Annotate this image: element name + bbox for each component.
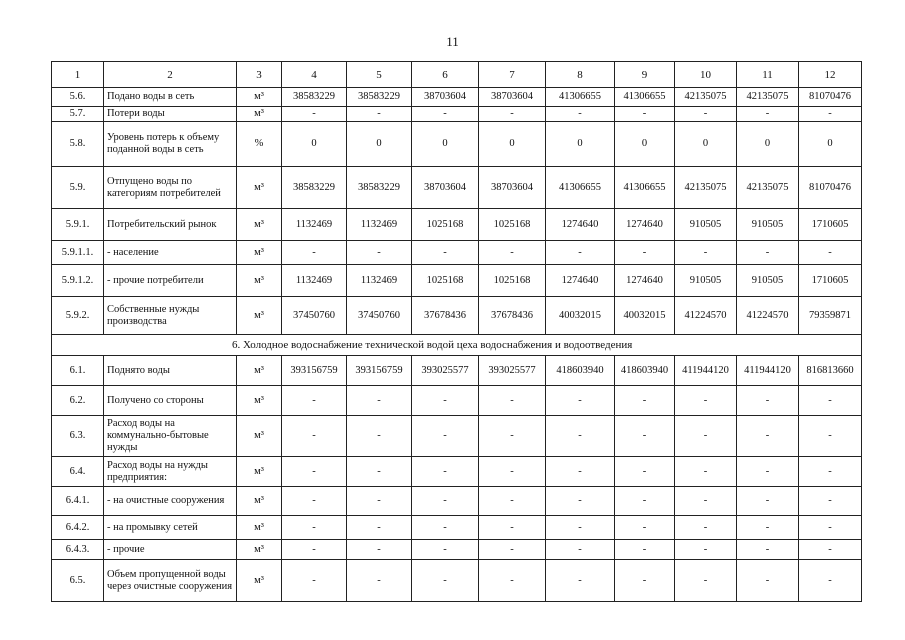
row-number-cell: 6.4.1.	[52, 487, 104, 516]
value-cell: 38583229	[282, 88, 347, 107]
value-cell: -	[479, 107, 546, 122]
value-cell: -	[615, 107, 675, 122]
value-cell: -	[347, 540, 412, 560]
value-cell: -	[675, 386, 737, 416]
value-cell: -	[737, 540, 799, 560]
row-name-cell: - прочие потребители	[104, 265, 237, 297]
value-cell: 1025168	[479, 265, 546, 297]
value-cell: 38703604	[479, 167, 546, 209]
value-cell: 38583229	[347, 167, 412, 209]
row-number-cell: 5.9.	[52, 167, 104, 209]
value-cell: -	[347, 416, 412, 457]
value-cell: 41306655	[546, 167, 615, 209]
value-cell: -	[347, 241, 412, 265]
row-name-cell: Расход воды на коммунально-бытовые нужды	[104, 416, 237, 457]
header-cell: 12	[799, 62, 862, 88]
value-cell: 1132469	[347, 209, 412, 241]
unit-cell: м³	[237, 209, 282, 241]
value-cell: -	[799, 487, 862, 516]
value-cell: -	[546, 416, 615, 457]
value-cell: 1132469	[347, 265, 412, 297]
value-cell: 411944120	[675, 356, 737, 386]
value-cell: -	[799, 516, 862, 540]
value-cell: -	[479, 386, 546, 416]
value-cell: 1274640	[546, 265, 615, 297]
value-cell: 816813660	[799, 356, 862, 386]
unit-cell: м³	[237, 540, 282, 560]
value-cell: 393156759	[282, 356, 347, 386]
value-cell: -	[412, 386, 479, 416]
value-cell: 37678436	[479, 297, 546, 335]
value-cell: 0	[675, 122, 737, 167]
row-number-cell: 5.9.1.1.	[52, 241, 104, 265]
row-number-cell: 6.2.	[52, 386, 104, 416]
section-title: 6. Холодное водоснабжение технической водой цеха водоснабжения и водоотведения	[52, 335, 862, 356]
unit-cell: м³	[237, 516, 282, 540]
value-cell: -	[675, 540, 737, 560]
value-cell: 910505	[737, 265, 799, 297]
value-cell: 81070476	[799, 167, 862, 209]
value-cell: 1025168	[479, 209, 546, 241]
unit-cell: м³	[237, 167, 282, 209]
value-cell: -	[799, 560, 862, 602]
row-number-cell: 6.4.	[52, 457, 104, 487]
header-cell: 9	[615, 62, 675, 88]
value-cell: 1274640	[615, 209, 675, 241]
table-row	[52, 167, 862, 209]
header-cell: 8	[546, 62, 615, 88]
value-cell: -	[799, 540, 862, 560]
row-name-cell: Собственные нужды производства	[104, 297, 237, 335]
row-name-cell: - на промывку сетей	[104, 516, 237, 540]
value-cell: 0	[282, 122, 347, 167]
table-row	[52, 265, 862, 297]
unit-cell: м³	[237, 265, 282, 297]
value-cell: -	[615, 516, 675, 540]
value-cell: -	[675, 457, 737, 487]
value-cell: 1274640	[615, 265, 675, 297]
row-name-cell: Расход воды на нужды предприятия:	[104, 457, 237, 487]
value-cell: 0	[479, 122, 546, 167]
table-row	[52, 516, 862, 540]
table-row	[52, 416, 862, 457]
unit-cell: м³	[237, 386, 282, 416]
value-cell: -	[737, 487, 799, 516]
value-cell: 0	[412, 122, 479, 167]
value-cell: 41306655	[615, 167, 675, 209]
value-cell: -	[546, 386, 615, 416]
section-row	[52, 335, 862, 356]
value-cell: -	[282, 540, 347, 560]
value-cell: -	[282, 487, 347, 516]
row-number-cell: 6.5.	[52, 560, 104, 602]
value-cell: 41224570	[737, 297, 799, 335]
row-number-cell: 5.9.2.	[52, 297, 104, 335]
value-cell: -	[799, 241, 862, 265]
value-cell: 418603940	[546, 356, 615, 386]
table-row	[52, 540, 862, 560]
row-number-cell: 5.6.	[52, 88, 104, 107]
unit-cell: %	[237, 122, 282, 167]
row-number-cell: 6.3.	[52, 416, 104, 457]
value-cell: 41224570	[675, 297, 737, 335]
value-cell: -	[546, 107, 615, 122]
value-cell: 42135075	[675, 167, 737, 209]
row-name-cell: Поднято воды	[104, 356, 237, 386]
row-number-cell: 5.7.	[52, 107, 104, 122]
value-cell: -	[546, 457, 615, 487]
header-row	[52, 62, 862, 88]
value-cell: 910505	[737, 209, 799, 241]
table-row	[52, 297, 862, 335]
value-cell: 1710605	[799, 209, 862, 241]
value-cell: 0	[347, 122, 412, 167]
value-cell: 38583229	[282, 167, 347, 209]
value-cell: 0	[799, 122, 862, 167]
value-cell: -	[546, 540, 615, 560]
value-cell: -	[347, 386, 412, 416]
value-cell: 41306655	[615, 88, 675, 107]
row-name-cell: - прочие	[104, 540, 237, 560]
table-row	[52, 241, 862, 265]
value-cell: 1025168	[412, 209, 479, 241]
table-row	[52, 122, 862, 167]
value-cell: -	[412, 516, 479, 540]
value-cell: -	[799, 457, 862, 487]
value-cell: -	[282, 386, 347, 416]
value-cell: -	[615, 416, 675, 457]
value-cell: 38703604	[479, 88, 546, 107]
value-cell: -	[737, 516, 799, 540]
unit-cell: м³	[237, 241, 282, 265]
header-cell: 2	[104, 62, 237, 88]
value-cell: -	[546, 241, 615, 265]
value-cell: -	[479, 560, 546, 602]
header-cell: 3	[237, 62, 282, 88]
value-cell: 37450760	[282, 297, 347, 335]
value-cell: 1132469	[282, 265, 347, 297]
value-cell: -	[412, 107, 479, 122]
value-cell: 0	[615, 122, 675, 167]
page-number: 11	[446, 34, 459, 49]
row-number-cell: 6.4.3.	[52, 540, 104, 560]
value-cell: -	[479, 540, 546, 560]
value-cell: -	[615, 560, 675, 602]
table-row	[52, 107, 862, 122]
value-cell: -	[479, 241, 546, 265]
value-cell: 910505	[675, 209, 737, 241]
value-cell: 37678436	[412, 297, 479, 335]
unit-cell: м³	[237, 107, 282, 122]
value-cell: -	[347, 516, 412, 540]
value-cell: -	[412, 457, 479, 487]
value-cell: -	[615, 540, 675, 560]
value-cell: -	[675, 241, 737, 265]
unit-cell: м³	[237, 487, 282, 516]
value-cell: 1132469	[282, 209, 347, 241]
value-cell: -	[615, 386, 675, 416]
value-cell: -	[479, 487, 546, 516]
value-cell: 81070476	[799, 88, 862, 107]
value-cell: 0	[737, 122, 799, 167]
value-cell: -	[479, 516, 546, 540]
table-row	[52, 560, 862, 602]
table-row	[52, 356, 862, 386]
value-cell: -	[282, 457, 347, 487]
row-number-cell: 6.1.	[52, 356, 104, 386]
value-cell: -	[737, 457, 799, 487]
value-cell: -	[412, 560, 479, 602]
table-row	[52, 88, 862, 107]
row-name-cell: Потери воды	[104, 107, 237, 122]
header-cell: 10	[675, 62, 737, 88]
row-number-cell: 6.4.2.	[52, 516, 104, 540]
value-cell: -	[282, 416, 347, 457]
row-number-cell: 5.9.1.2.	[52, 265, 104, 297]
value-cell: -	[546, 560, 615, 602]
value-cell: 393156759	[347, 356, 412, 386]
value-cell: 393025577	[412, 356, 479, 386]
unit-cell: м³	[237, 416, 282, 457]
value-cell: -	[737, 560, 799, 602]
value-cell: -	[347, 107, 412, 122]
unit-cell: м³	[237, 297, 282, 335]
header-cell: 11	[737, 62, 799, 88]
value-cell: 42135075	[675, 88, 737, 107]
value-cell: -	[615, 457, 675, 487]
value-cell: -	[799, 107, 862, 122]
value-cell: -	[675, 516, 737, 540]
table-row	[52, 386, 862, 416]
value-cell: 0	[546, 122, 615, 167]
value-cell: -	[412, 540, 479, 560]
value-cell: -	[282, 516, 347, 540]
value-cell: 418603940	[615, 356, 675, 386]
row-name-cell: Уровень потерь к объему поданной воды в сеть	[104, 122, 237, 167]
value-cell: 40032015	[546, 297, 615, 335]
row-name-cell: Отпущено воды по категориям потребителей	[104, 167, 237, 209]
row-number-cell: 5.9.1.	[52, 209, 104, 241]
value-cell: -	[282, 560, 347, 602]
table-row	[52, 487, 862, 516]
row-name-cell: - население	[104, 241, 237, 265]
table-row	[52, 209, 862, 241]
value-cell: 41306655	[546, 88, 615, 107]
value-cell: -	[737, 416, 799, 457]
unit-cell: м³	[237, 457, 282, 487]
row-name-cell: Потребительский рынок	[104, 209, 237, 241]
row-number-cell: 5.8.	[52, 122, 104, 167]
value-cell: -	[479, 416, 546, 457]
value-cell: -	[282, 107, 347, 122]
value-cell: -	[737, 107, 799, 122]
value-cell: 38703604	[412, 88, 479, 107]
value-cell: -	[675, 416, 737, 457]
header-cell: 5	[347, 62, 412, 88]
row-name-cell: Объем пропущенной воды через очистные сооружения	[104, 560, 237, 602]
value-cell: -	[282, 241, 347, 265]
value-cell: -	[615, 487, 675, 516]
value-cell: -	[546, 516, 615, 540]
data-table	[51, 61, 862, 602]
value-cell: 37450760	[347, 297, 412, 335]
value-cell: 1025168	[412, 265, 479, 297]
value-cell: -	[675, 107, 737, 122]
unit-cell: м³	[237, 88, 282, 107]
row-name-cell: Получено со стороны	[104, 386, 237, 416]
header-cell: 4	[282, 62, 347, 88]
value-cell: -	[347, 487, 412, 516]
value-cell: 411944120	[737, 356, 799, 386]
value-cell: 910505	[675, 265, 737, 297]
value-cell: 79359871	[799, 297, 862, 335]
row-name-cell: Подано воды в сеть	[104, 88, 237, 107]
value-cell: 42135075	[737, 167, 799, 209]
value-cell: 393025577	[479, 356, 546, 386]
header-cell: 1	[52, 62, 104, 88]
value-cell: -	[799, 416, 862, 457]
value-cell: 40032015	[615, 297, 675, 335]
table-row	[52, 457, 862, 487]
unit-cell: м³	[237, 356, 282, 386]
value-cell: -	[412, 241, 479, 265]
value-cell: 42135075	[737, 88, 799, 107]
unit-cell: м³	[237, 560, 282, 602]
value-cell: 38583229	[347, 88, 412, 107]
value-cell: 1274640	[546, 209, 615, 241]
header-cell: 6	[412, 62, 479, 88]
value-cell: -	[546, 487, 615, 516]
value-cell: -	[737, 386, 799, 416]
value-cell: 1710605	[799, 265, 862, 297]
value-cell: -	[799, 386, 862, 416]
row-name-cell: - на очистные сооружения	[104, 487, 237, 516]
value-cell: -	[615, 241, 675, 265]
value-cell: -	[737, 241, 799, 265]
value-cell: -	[347, 457, 412, 487]
value-cell: -	[675, 560, 737, 602]
value-cell: 38703604	[412, 167, 479, 209]
header-cell: 7	[479, 62, 546, 88]
value-cell: -	[412, 416, 479, 457]
value-cell: -	[675, 487, 737, 516]
value-cell: -	[412, 487, 479, 516]
value-cell: -	[347, 560, 412, 602]
value-cell: -	[479, 457, 546, 487]
